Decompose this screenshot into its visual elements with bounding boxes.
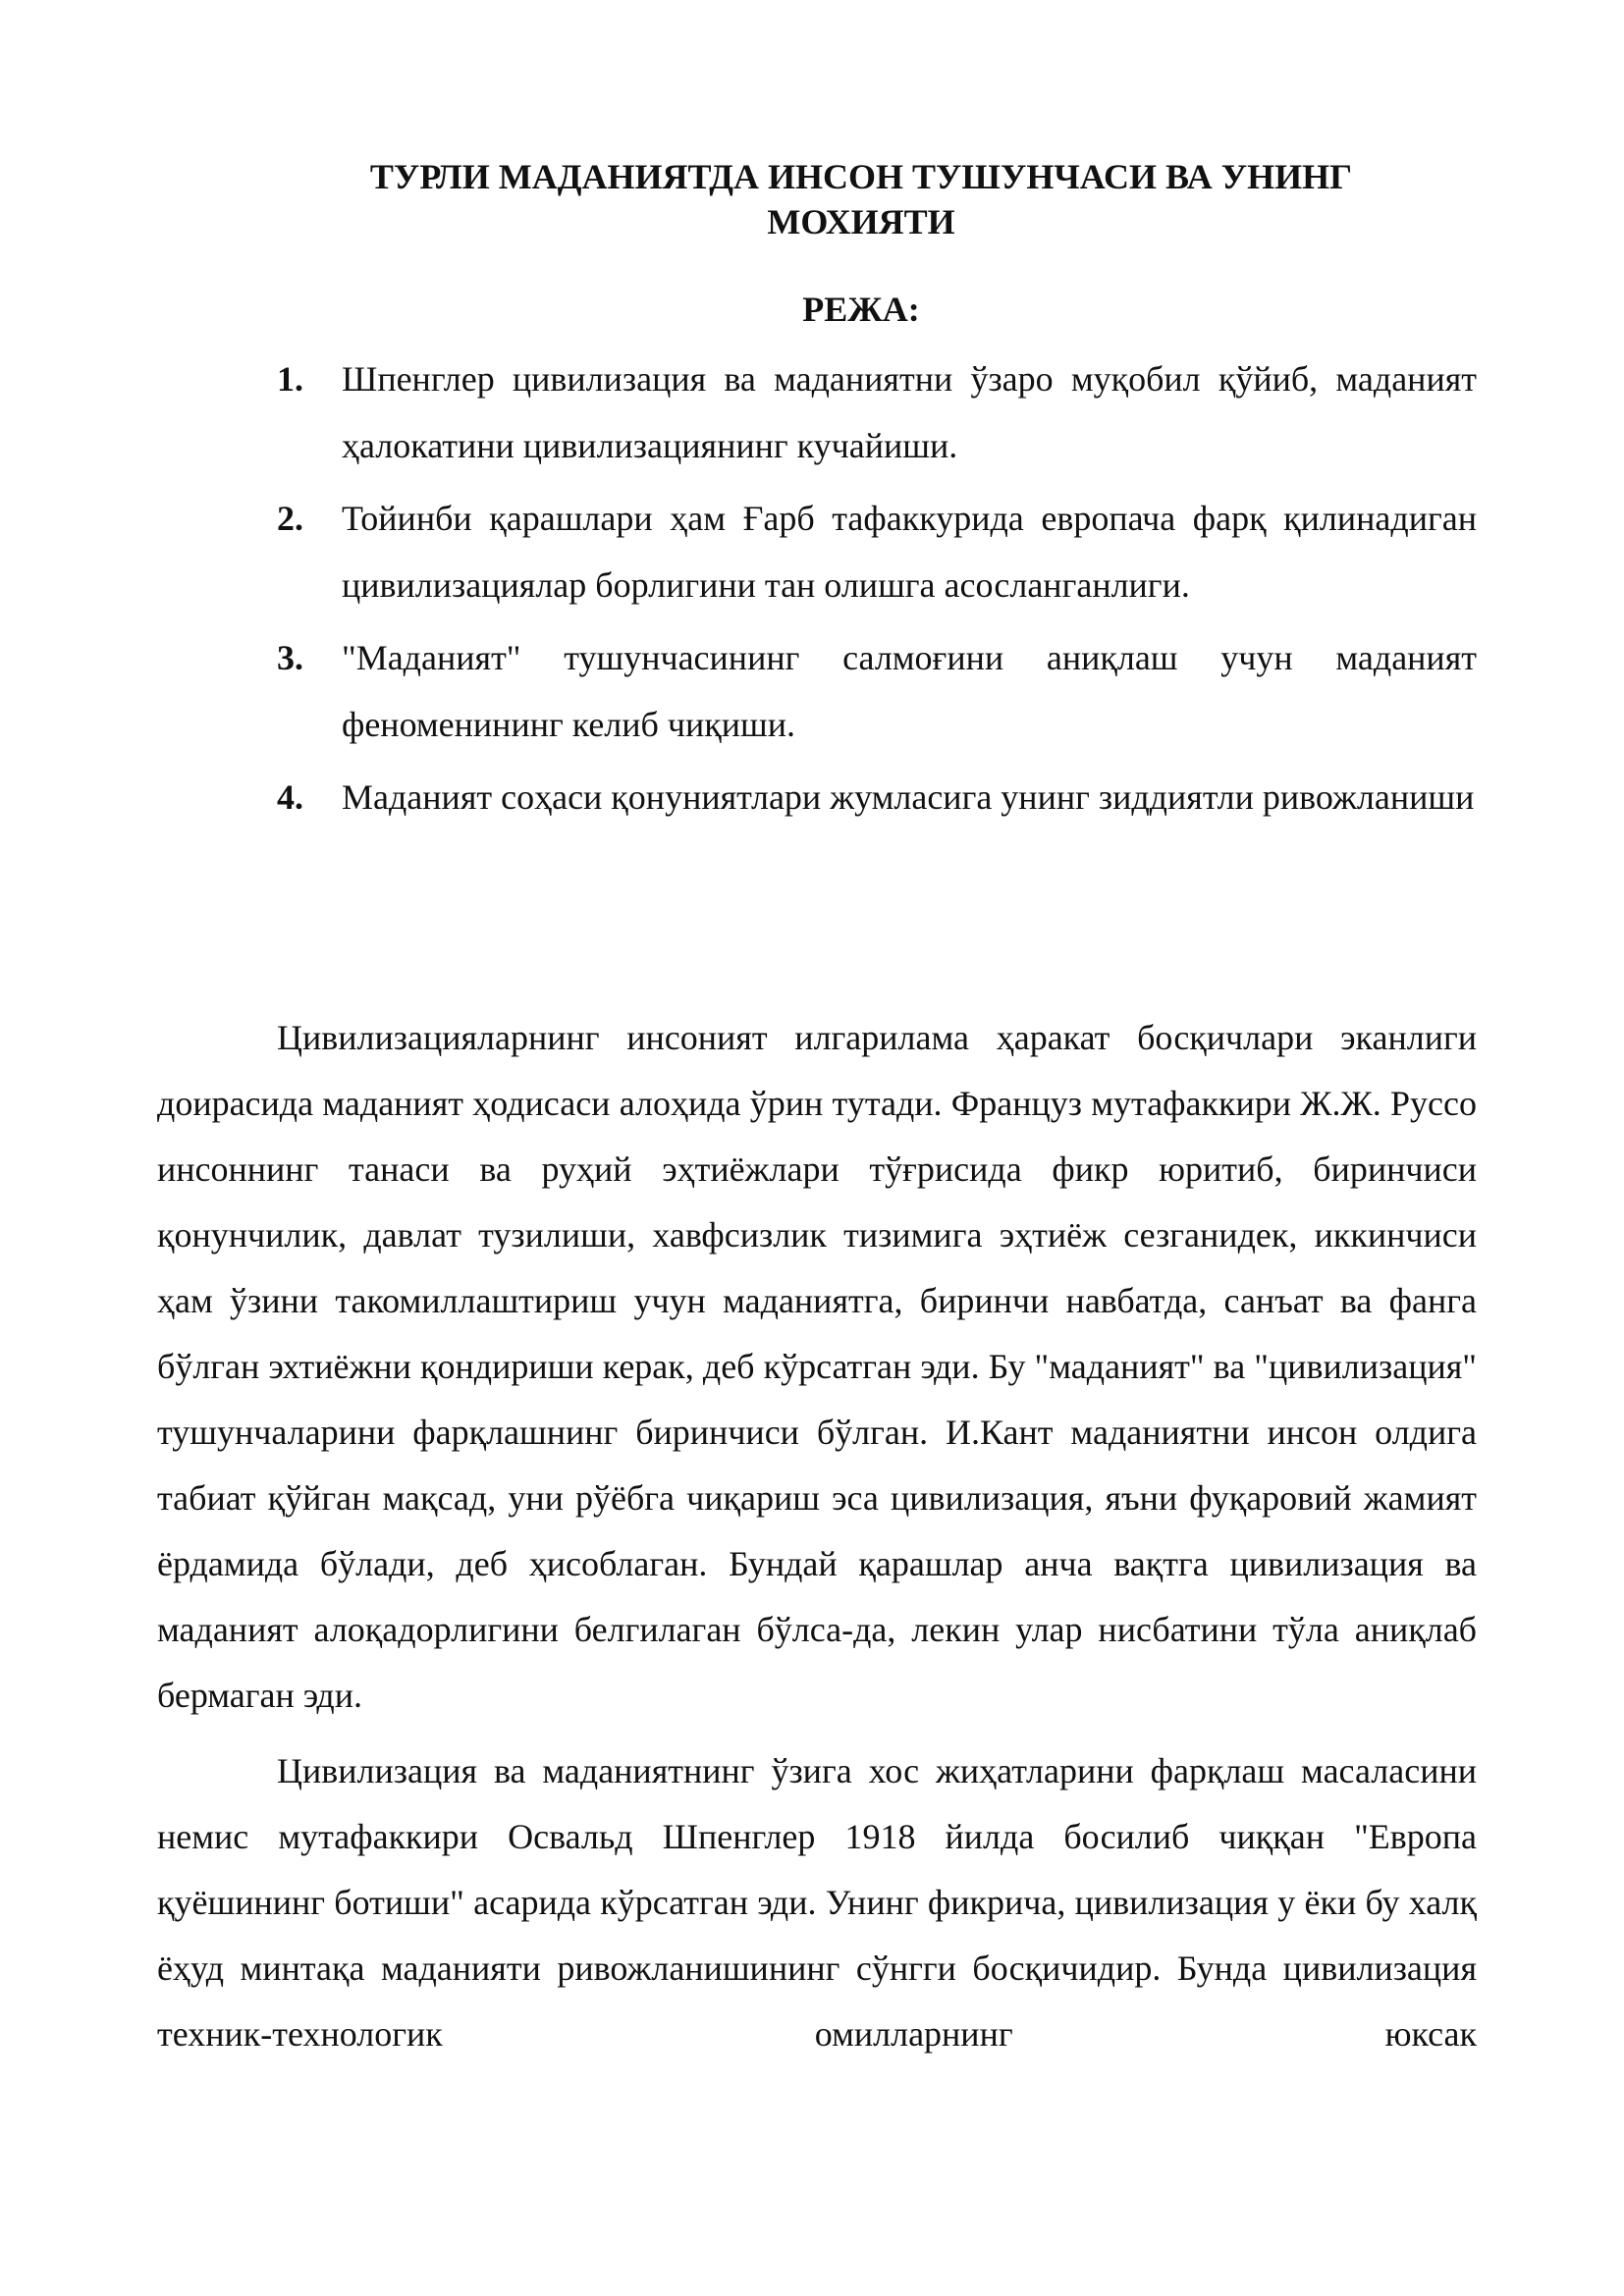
plan-item-number: 3. xyxy=(277,638,303,677)
plan-item-number: 4. xyxy=(277,777,303,817)
plan-item-1 xyxy=(277,346,1477,479)
plan-list xyxy=(277,346,1477,836)
plan-item-3 xyxy=(277,624,1477,758)
plan-item-4 xyxy=(277,764,1477,830)
document-title-line-2: МОХИЯТИ xyxy=(767,202,955,241)
body-text xyxy=(157,1005,1477,2077)
body-paragraph-2: Цивилизация ва маданиятнинг ўзига хос жиҳатларини фарқлаш масаласини немис мутафаккири Освальд Шпенглер 1918 йилда босилиб чиққан "Европа қуёшининг ботиши" асарида кўрсатган эди. Унинг фикрича, цивилизация у ёки бу халқ ёҳуд минтақа маданияти ривожланишининг сўнгги босқичидир. Бунда цивилизация техник-технологик омилларнинг юксак xyxy=(157,1751,1477,2054)
body-paragraph-1: Цивилизацияларнинг инсоният илгарилама ҳаракат босқичлари эканлиги доирасида маданият ҳодисаси алоҳида ўрин тутади. Француз мутафаккири Ж.Ж. Руссо инсоннинг танаси ва руҳий эҳтиёжлари тўғрисида фикр юритиб, биринчиси қонунчилик, давлат тузилиши, хавфсизлик тизимига эҳтиёж сезганидек, иккинчиси ҳам ўзини такомиллаштириш учун маданиятга, биринчи навбатда, санъат ва фанга бўлган эхтиёжни қондириши керак, деб кўрсатган эди. Бу "маданият" ва "цивилизация" тушунчаларини фарқлашнинг биринчиси бўлган. И.Кант маданиятни инсон олдига табиат қўйган мақсад, уни рўёбга чиқариш эса цивилизация, яъни фуқаровий жамият ёрдамида бўлади, деб ҳисоблаган. Бундай қарашлар анча вақтга цивилизация ва маданият алоқадорлигини белгилаган бўлса-да, лекин улар нисбатини тўла аниқлаб бермаган эди. xyxy=(157,1018,1477,1715)
plan-item-text: Маданият соҳаси қонуниятлари жумласига унинг зиддиятли ривожланиши xyxy=(342,777,1475,817)
plan-item-number: 1. xyxy=(277,359,303,399)
plan-item-text: Тойинби қарашлари ҳам Ғарб тафаккурида европача фарқ қилинадиган цивилизациялар борлигини тан олишга асосланганлиги. xyxy=(342,499,1477,605)
plan-item-2 xyxy=(277,485,1477,618)
plan-heading: РЕЖА: xyxy=(802,290,920,329)
plan-item-text: Шпенглер цивилизация ва маданиятни ўзаро муқобил қўйиб, маданият ҳалокатини цивилизациянинг кучайиши. xyxy=(342,359,1477,465)
plan-item-text: "Маданият" тушунчасининг салмоғини аниқлаш учун маданият феноменининг келиб чиқиши. xyxy=(342,638,1477,744)
plan-item-number: 2. xyxy=(277,499,303,538)
document-title-line-1: ТУРЛИ МАДАНИЯТДА ИНСОН ТУШУНЧАСИ ВА УНИНГ xyxy=(369,157,1353,196)
